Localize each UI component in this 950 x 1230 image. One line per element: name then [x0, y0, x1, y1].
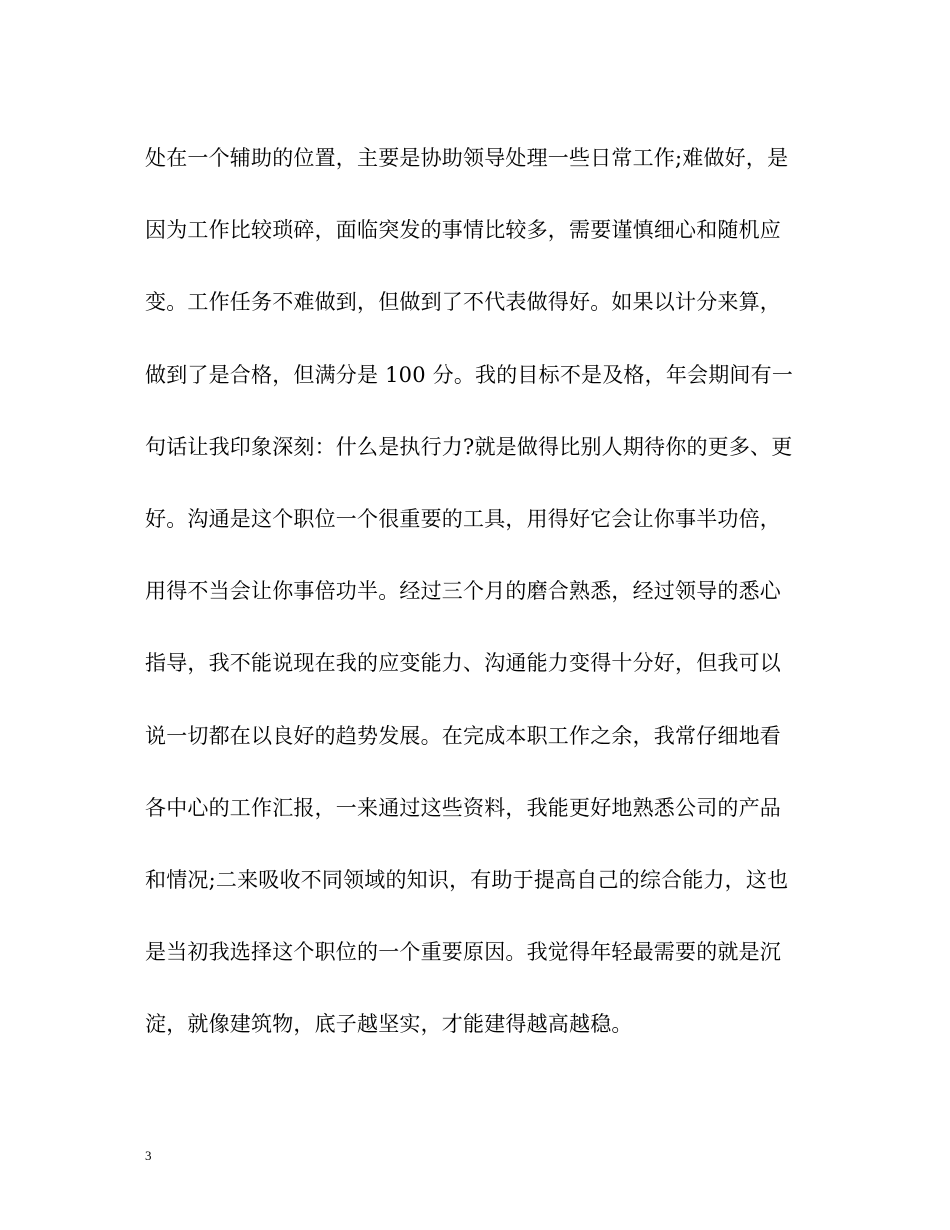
text-line-6: 好。沟通是这个职位一个很重要的工具，用得好它会让你事半功倍， [145, 506, 781, 531]
text-line-2: 因为工作比较琐碎，面临突发的事情比较多，需要谨慎细心和随机应 [145, 218, 781, 243]
text-line-11: 和情况;二来吸收不同领域的知识，有助于提高自己的综合能力，这也 [145, 867, 789, 892]
text-line-7: 用得不当会让你事倍功半。经过三个月的磨合熟悉，经过领导的悉心 [145, 579, 781, 604]
text-line-12: 是当初我选择这个职位的一个重要原因。我觉得年轻最需要的就是沉 [145, 940, 781, 965]
text-line-9: 说一切都在以良好的趋势发展。在完成本职工作之余，我常仔细地看 [145, 723, 781, 748]
text-line-13: 淀，就像建筑物，底子越坚实，才能建得越高越稳。 [145, 1012, 633, 1037]
text-line-8: 指导，我不能说现在我的应变能力、沟通能力变得十分好，但我可以 [145, 651, 781, 676]
body-paragraph [145, 140, 825, 1078]
text-line-1: 处在一个辅助的位置，主要是协助领导处理一些日常工作;难做好，是 [145, 146, 789, 170]
text-line-3: 变。工作任务不难做到，但做到了不代表做得好。如果以计分来算， [145, 290, 781, 315]
text-line-5: 句话让我印象深刻：什么是执行力?就是做得比别人期待你的更多、更 [145, 434, 793, 459]
page-number: 3 [145, 1148, 152, 1163]
text-line-10: 各中心的工作汇报，一来通过这些资料，我能更好地熟悉公司的产品 [145, 795, 781, 820]
text-line-4: 做到了是合格，但满分是 100 分。我的目标不是及格，年会期间有一 [145, 362, 794, 387]
